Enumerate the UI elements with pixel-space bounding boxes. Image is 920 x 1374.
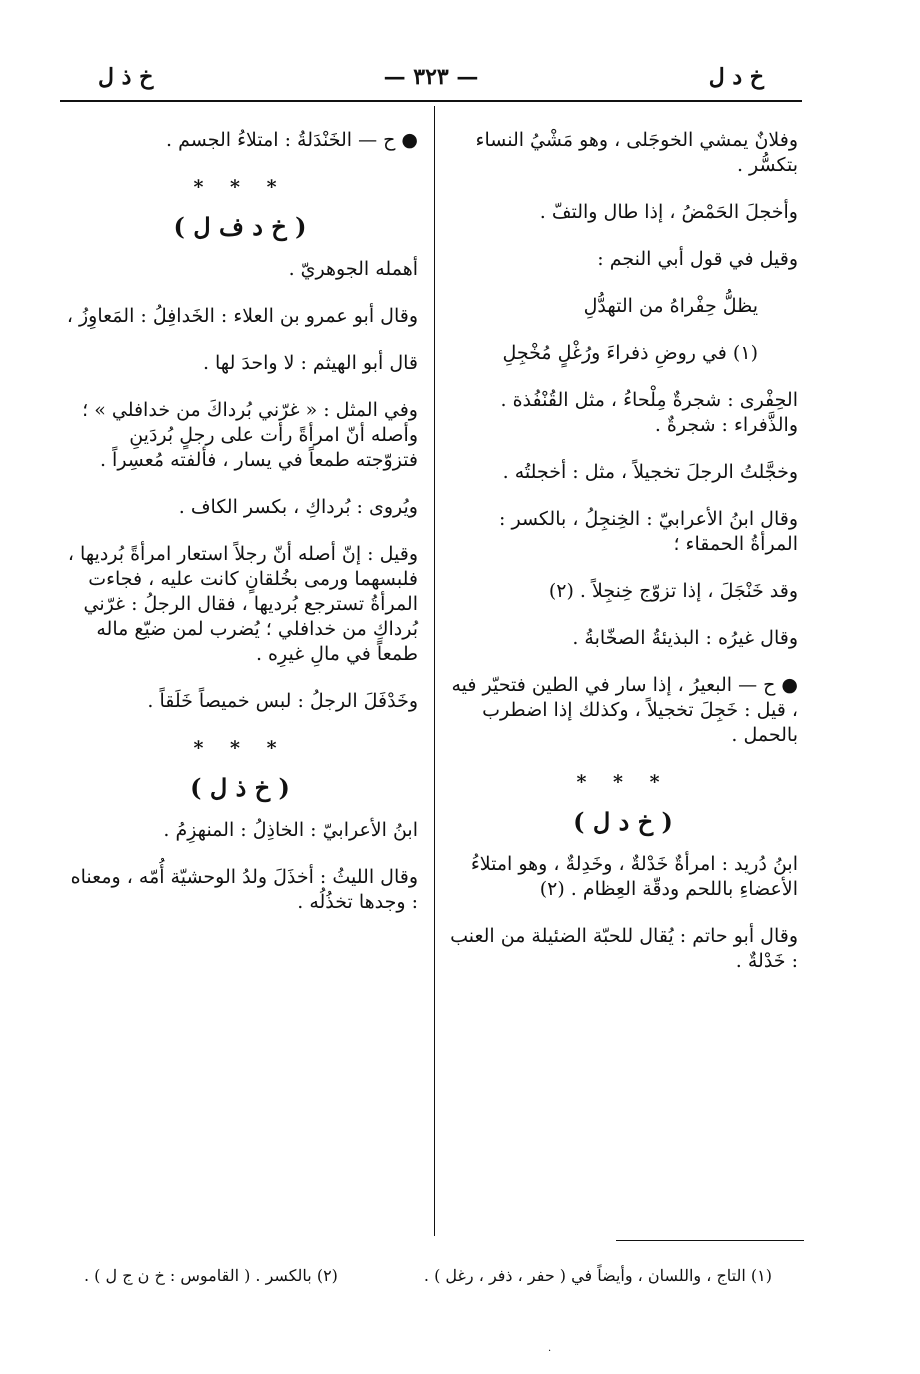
verse-line: (١) في روضِ ذفراءَ ورُغْلٍ مُخْجِلِ <box>502 342 758 364</box>
paragraph: ابنُ دُريد : امرأةٌ خَدْلةٌ ، وخَدِلةٌ ، وهو امتلاءُ الأعضاءِ باللحم ودقّة العِظام . (٢) <box>470 853 798 900</box>
paragraph: وقال غيرُه : البذيئةُ الصخّابةُ . <box>572 627 798 649</box>
footnote-rule <box>616 1240 804 1241</box>
paragraph: وخجَّلتُ الرجلَ تخجيلاً ، مثل : أخجلتُه . <box>502 461 798 483</box>
entry-heading: ( خ ذ ل ) <box>190 773 290 802</box>
left-column <box>62 128 418 937</box>
footnotes <box>60 1266 802 1296</box>
section-separator: * * * <box>576 771 670 793</box>
paragraph: وأخجلَ الحَمْضُ ، إذا طال والتفّ . <box>539 201 798 223</box>
footnote-2: (٢) بالكسر . ( القاموس : خ ن ج ل ) . <box>84 1266 338 1285</box>
page-number: — ٣٢٣ — <box>383 64 479 90</box>
paragraph: وخَدْفَلَ الرجلُ : لبس خميصاً خَلَقاً . <box>147 690 418 712</box>
paragraph: قال أبو الهيثم : لا واحدَ لها . <box>202 352 418 374</box>
footnote-1: (١) التاج ، واللسان ، وأيضاً في ( حفر ، ذفر ، رغل ) . <box>423 1266 772 1285</box>
paragraph: وقيل في قول أبي النجم : <box>597 248 798 270</box>
paragraph: الحِفْرى : شجرةٌ مِلْحاءُ ، مثل القُنْفُذة . والذَّفراء : شجرةٌ . <box>500 389 798 436</box>
header-rule <box>60 100 802 102</box>
paragraph: وقد خَنْجَلَ ، إذا تزوّج خِنجِلاً . (٢) <box>548 580 798 602</box>
paragraph: وقال الليثُ : أخذَلَ ولدُ الوحشيّة أُمّه ، ومعناه : وجدها تخذُلُه . <box>70 866 418 913</box>
print-mark: · <box>548 1346 552 1357</box>
paragraph: وقيل : إنّ أصله أنّ رجلاً استعار امرأةً بُرديها ، فلبسهما ورمى بخُلقانٍ كانت عليه ، فجاءت المرأةُ تسترجع بُرديها ، فقال الرجلُ : غرّني بُرداكِ من خدافلي ؛ يُضرب لمن ضيّع ماله طمعاً في مالِ غيرِه . <box>67 543 418 665</box>
entry-heading: ( خ د ف ل ) <box>173 212 307 241</box>
paragraph: وقال أبو حاتم : يُقال للحبّة الضئيلة من العنب : خَدْلةٌ . <box>450 925 798 972</box>
paragraph: وقال ابنُ الأعرابيّ : الخِنجِلُ ، بالكسر : المرأةُ الحمقاء ؛ <box>499 508 798 555</box>
right-column <box>448 128 798 996</box>
header-root-left: خ ذ ل <box>98 64 154 90</box>
paragraph: ● ح — البعيرُ ، إذا سار في الطين فتحيّر فيه ، قيل : خَجِلَ تخجيلاً ، وكذلك إذا اضطرب بالحمل . <box>451 674 798 746</box>
paragraph: وقال أبو عمرو بن العلاء : الخَدافِلُ : المَعاوِزُ ، <box>66 305 418 327</box>
column-divider <box>434 106 435 1236</box>
verse-line: يظلُّ حِفْراهُ من التهدُّلِ <box>583 295 758 317</box>
entry-heading: ( خ د ل ) <box>573 807 673 836</box>
paragraph: وفي المثل : « غرّني بُرداكَ من خدافلي » ؛ وأصله أنّ امرأةً رأت على رجلٍ بُردَينِ فتزوّجته طمعاً في يسار ، فألفته مُعسِراً . <box>82 399 418 471</box>
section-separator: * * * <box>193 176 287 198</box>
section-separator: * * * <box>193 737 287 759</box>
header-root-right: خ د ل <box>708 64 764 90</box>
paragraph: ويُروى : بُرداكِ ، بكسر الكاف . <box>178 496 418 518</box>
paragraph: أهمله الجوهريّ . <box>288 258 418 280</box>
paragraph: ● ح — الخَنْدَلةُ : امتلاءُ الجسم . <box>166 129 418 151</box>
paragraph: وفلانٌ يمشي الخوجَلى ، وهو مَشْيُ النساء بتكسُّر . <box>475 129 798 176</box>
page-header <box>60 58 802 100</box>
paragraph: ابنُ الأعرابيّ : الخاذِلُ : المنهزِمُ . <box>163 819 418 841</box>
